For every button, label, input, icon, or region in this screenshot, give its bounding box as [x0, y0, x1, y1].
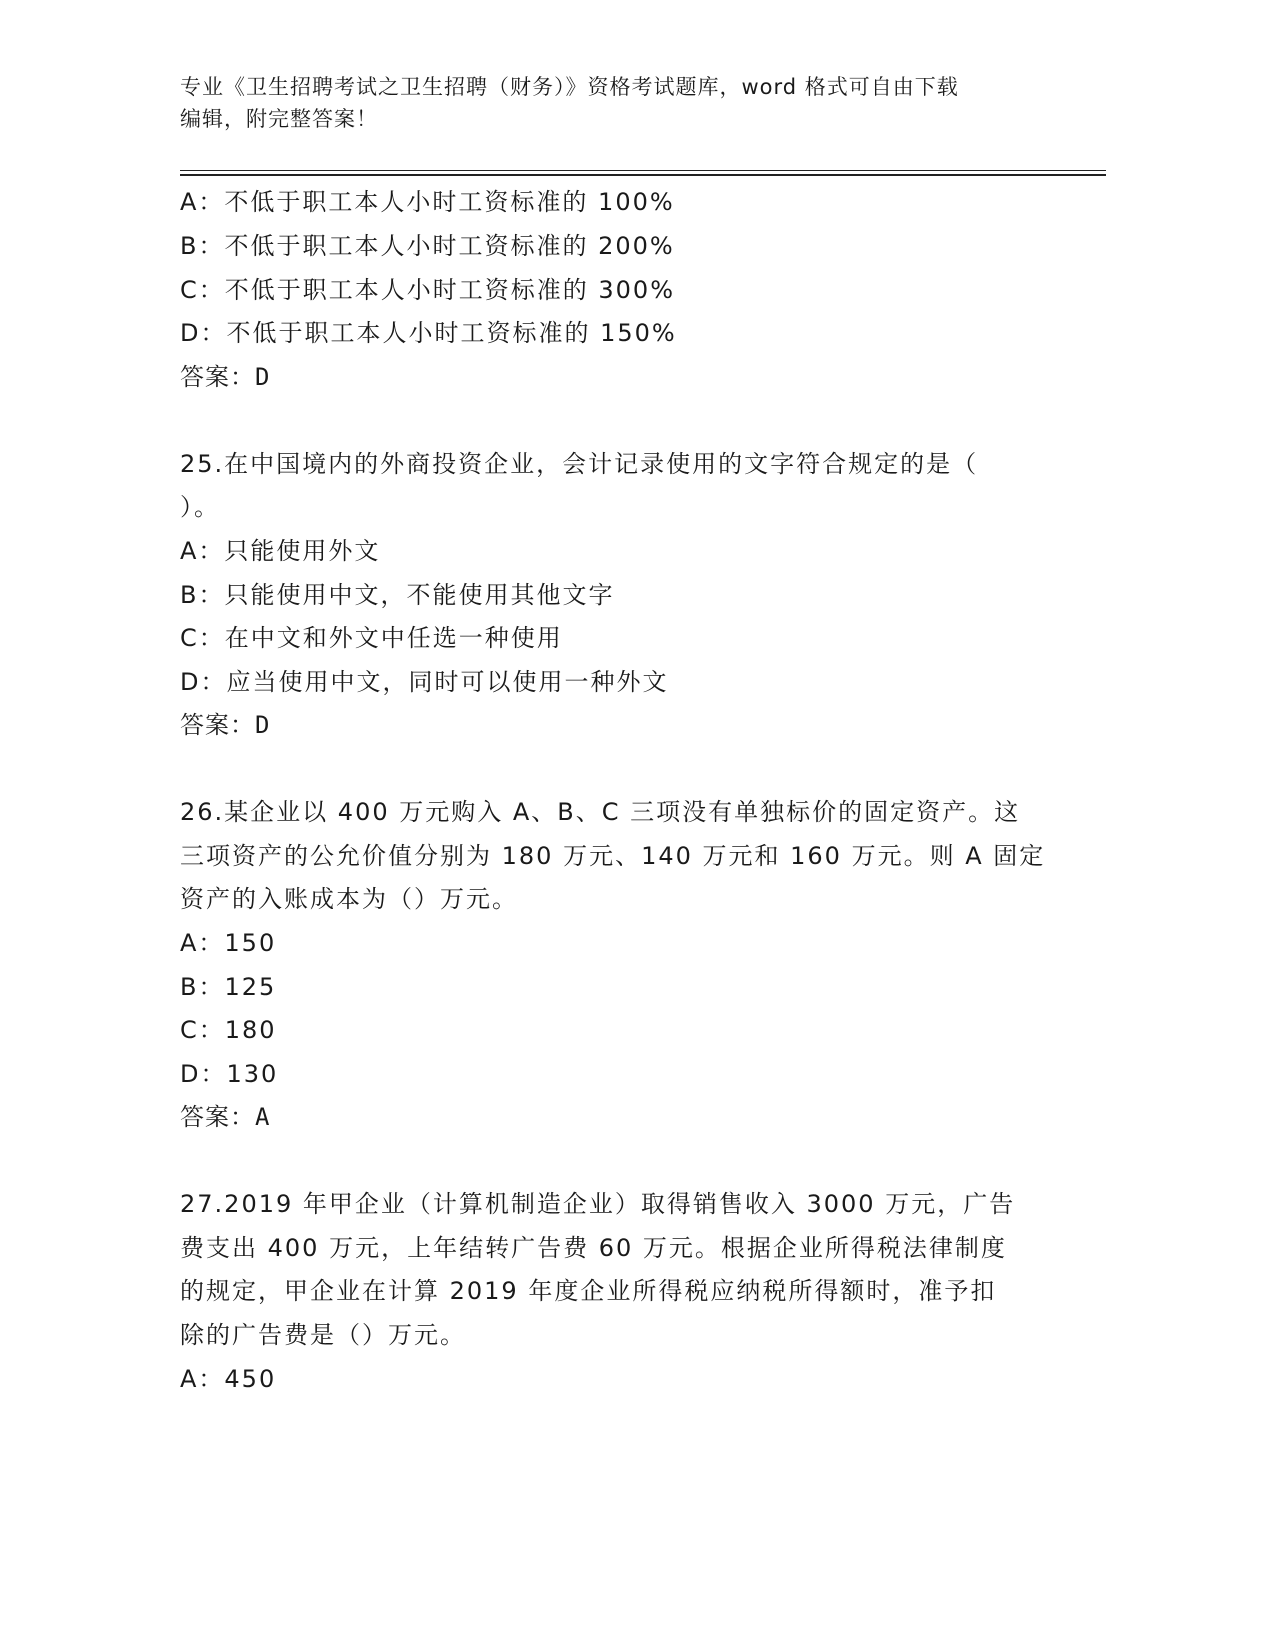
option-b: B：只能使用中文，不能使用其他文字	[180, 581, 615, 609]
header-rule-thick	[180, 174, 1106, 176]
document-header	[180, 71, 1040, 135]
option-b: B：125	[180, 973, 277, 1001]
question-stem-line: 的规定，甲企业在计算 2019 年度企业所得税应纳税所得额时，准予扣	[180, 1277, 997, 1305]
option-a: A：只能使用外文	[180, 537, 381, 565]
option-a: A：不低于职工本人小时工资标准的 100%	[180, 188, 675, 216]
question-stem-line: 资产的入账成本为（）万元。	[180, 885, 518, 913]
question-stem-line: ）。	[180, 493, 220, 521]
option-c: C：不低于职工本人小时工资标准的 300%	[180, 276, 675, 304]
option-c: C：在中文和外文中任选一种使用	[180, 624, 563, 652]
header-line-1: 专业《卫生招聘考试之卫生招聘（财务）》资格考试题库，word 格式可自由下载	[180, 75, 959, 99]
question-stem-line: 26.某企业以 400 万元购入 A、B、C 三项没有单独标价的固定资产。这	[180, 798, 1021, 826]
answer: 答案：D	[180, 363, 271, 391]
answer: 答案：A	[180, 1103, 271, 1131]
option-c: C：180	[180, 1016, 277, 1044]
question-stem-line: 除的广告费是（）万元。	[180, 1321, 466, 1349]
question-stem-line: 27.2019 年甲企业（计算机制造企业）取得销售收入 3000 万元，广告	[180, 1190, 1016, 1218]
header-rule-thin	[180, 170, 1106, 171]
option-a: A：150	[180, 929, 277, 957]
question-stem-line: 25.在中国境内的外商投资企业，会计记录使用的文字符合规定的是（	[180, 450, 979, 478]
option-d: D：应当使用中文，同时可以使用一种外文	[180, 668, 669, 696]
header-line-2: 编辑，附完整答案！	[180, 107, 378, 131]
option-d: D：不低于职工本人小时工资标准的 150%	[180, 319, 677, 347]
option-a: A：450	[180, 1365, 277, 1393]
option-b: B：不低于职工本人小时工资标准的 200%	[180, 232, 675, 260]
question-stem-line: 费支出 400 万元，上年结转广告费 60 万元。根据企业所得税法律制度	[180, 1234, 1007, 1262]
answer: 答案：D	[180, 711, 271, 739]
option-d: D：130	[180, 1060, 279, 1088]
question-stem-line: 三项资产的公允价值分别为 180 万元、140 万元和 160 万元。则 A 固定	[180, 842, 1046, 870]
